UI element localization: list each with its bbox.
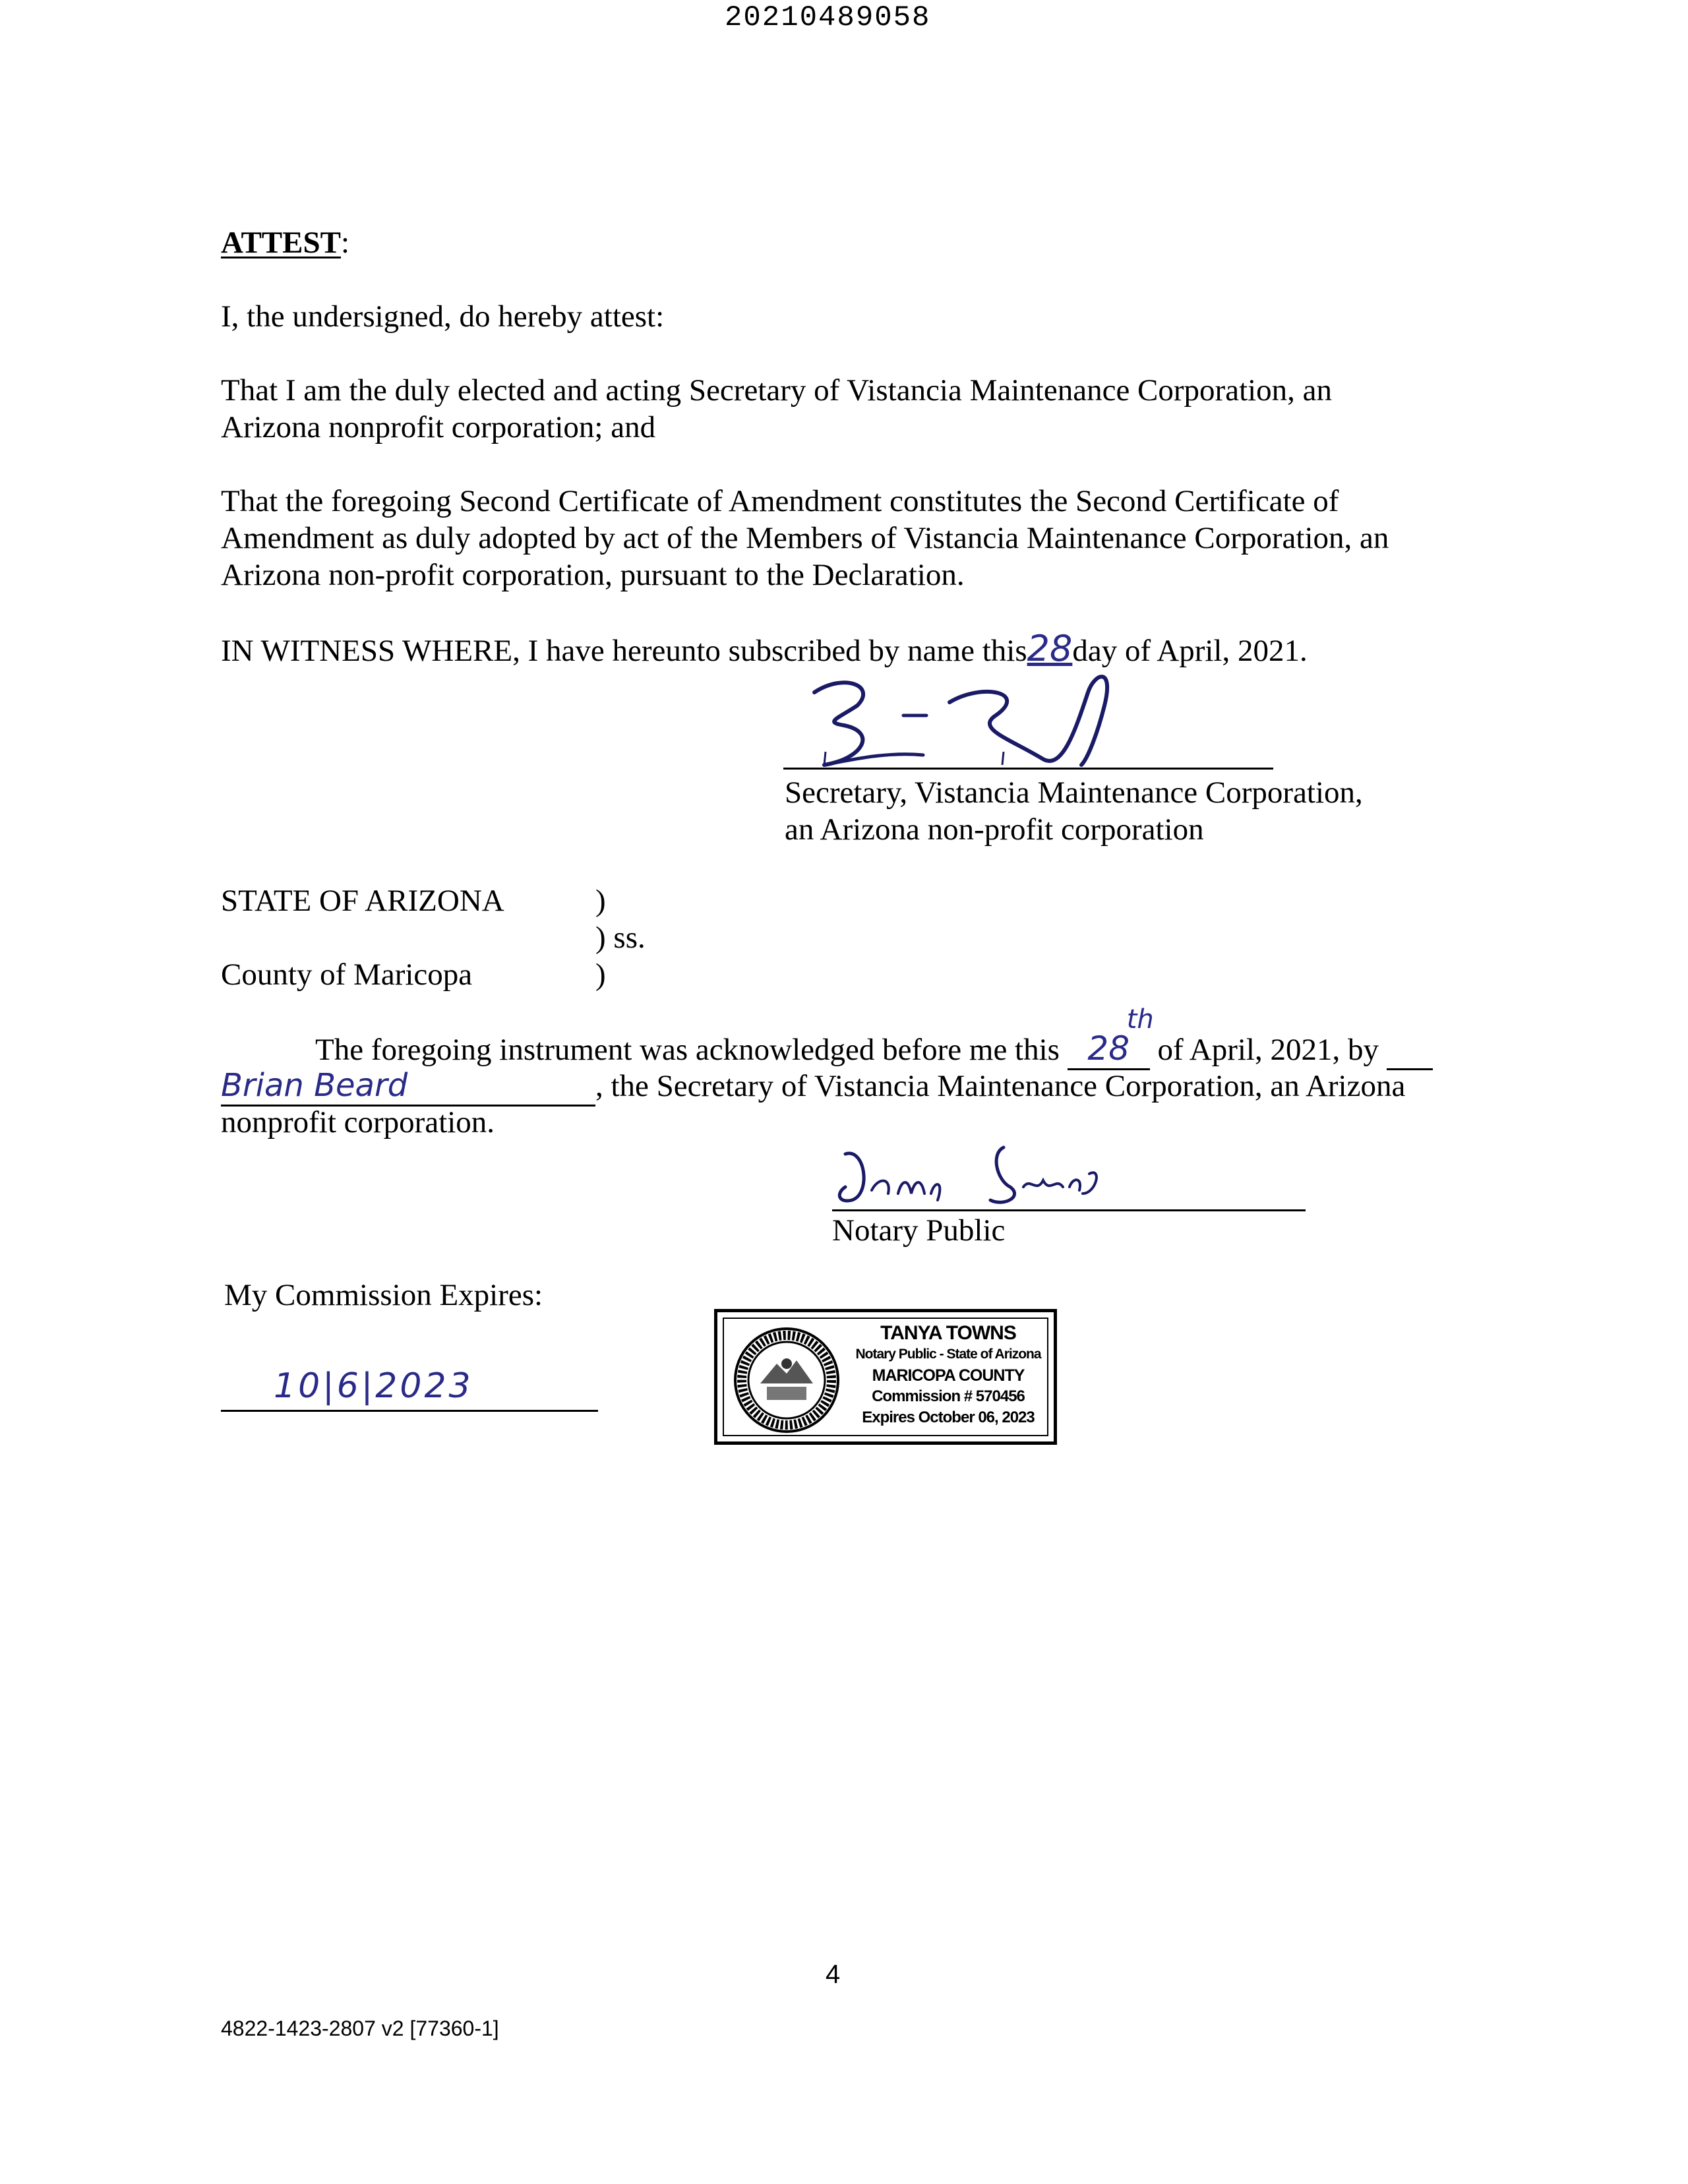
venue-paren-ss: ) ss. <box>595 921 646 955</box>
notary-stamp <box>714 1309 1057 1445</box>
attest-paragraph-2-line-2: Amendment as duly adopted by act of the Members of Vistancia Maintenance Corporation, an <box>221 521 1389 555</box>
witness-day-handwritten: 28 <box>1027 628 1073 669</box>
stamp-name: TANYA TOWNS <box>880 1322 1016 1344</box>
notary-public-label: Notary Public <box>832 1213 1006 1248</box>
stamp-commission: Commission # 570456 <box>872 1387 1025 1405</box>
ack-day-suffix-handwritten: th <box>1126 1004 1154 1035</box>
attest-intro: I, the undersigned, do hereby attest: <box>221 299 665 334</box>
attest-paragraph-2-line-3: Arizona non-profit corporation, pursuant to the Declaration. <box>221 558 965 592</box>
ack-line-2 <box>221 1067 1405 1107</box>
secretary-signature-line <box>783 768 1273 770</box>
commission-expires-label: My Commission Expires: <box>224 1278 543 1312</box>
venue-paren-bottom: ) <box>595 957 606 992</box>
ack-line-1 <box>315 1004 1433 1070</box>
witness-text-pre: IN WITNESS WHERE, I have hereunto subscribed by name this <box>221 634 1027 668</box>
ack-day-handwritten: 28 <box>1087 1029 1130 1068</box>
attest-paragraph-1-line-2: Arizona nonprofit corporation; and <box>221 410 656 444</box>
ack-day-field <box>1068 1004 1154 1070</box>
ack-line-3: nonprofit corporation. <box>221 1105 495 1139</box>
secretary-signature <box>785 666 1180 778</box>
commission-date-field <box>221 1366 598 1412</box>
venue-county: County of Maricopa <box>221 957 473 992</box>
ack-line-1-pre: The foregoing instrument was acknowledged before me this <box>315 1033 1060 1067</box>
venue-state: STATE OF ARIZONA <box>221 884 504 918</box>
attest-heading-text: ATTEST <box>221 226 341 260</box>
attest-heading <box>221 224 349 261</box>
stamp-text <box>846 1323 1050 1428</box>
venue-paren-top: ) <box>595 884 606 918</box>
stamp-title: Notary Public - State of Arizona <box>855 1347 1041 1362</box>
state-seal-icon <box>731 1324 843 1436</box>
footer-doc-id: 4822-1423-2807 v2 [77360-1] <box>221 2017 499 2040</box>
page-number: 4 <box>826 1960 841 1989</box>
notary-signature-line <box>832 1209 1306 1211</box>
attest-paragraph-2-line-1: That the foregoing Second Certificate of Amendment constitutes the Second Certificate of <box>221 484 1339 518</box>
attest-heading-colon: : <box>341 226 350 260</box>
ack-line-1-post: of April, 2021, by <box>1157 1033 1379 1067</box>
stamp-expires: Expires October 06, 2023 <box>862 1409 1035 1426</box>
stamp-county: MARICOPA COUNTY <box>872 1366 1025 1385</box>
document-number: 20210489058 <box>725 1 931 34</box>
witness-line <box>221 630 1308 669</box>
secretary-title-line-2: an Arizona non-profit corporation <box>785 812 1204 847</box>
secretary-title-line-1: Secretary, Vistancia Maintenance Corporation, <box>785 775 1363 810</box>
ack-by-blank <box>1387 1031 1433 1070</box>
notary-signature <box>832 1141 1135 1213</box>
commission-date-handwritten: 10|6|2023 <box>274 1366 473 1406</box>
ack-name-handwritten: Brian Beard <box>221 1067 408 1104</box>
attest-paragraph-1-line-1: That I am the duly elected and acting Secretary of Vistancia Maintenance Corporation, an <box>221 373 1333 408</box>
ack-name-field <box>221 1067 595 1107</box>
witness-text-post: day of April, 2021. <box>1072 634 1308 668</box>
ack-line-2-post: , the Secretary of Vistancia Maintenance Corporation, an Arizona <box>595 1069 1406 1103</box>
